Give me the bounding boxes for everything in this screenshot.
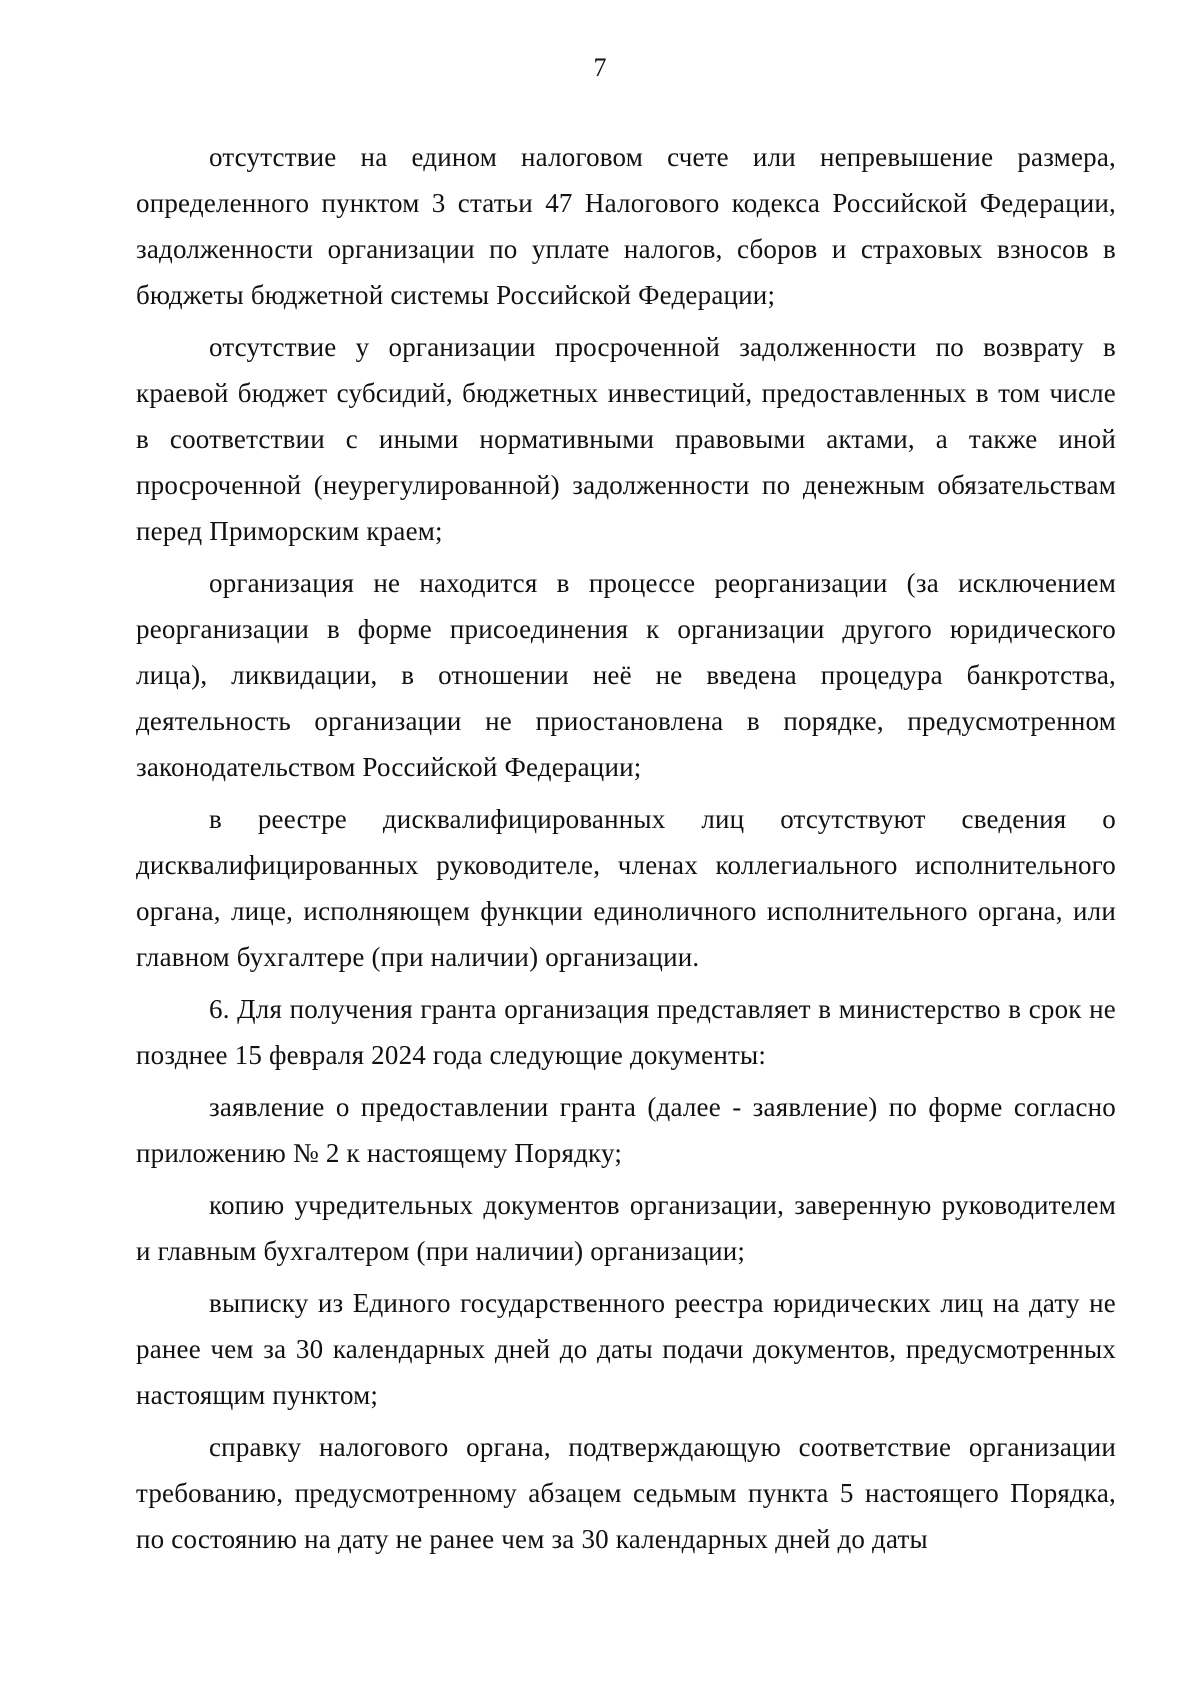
paragraph-reorganization: организация не находится в процессе реорганизации (за исключением реорганизации в форме присоединения к организации другого юридического лица), ликвидации, в отношении неё не введена процедура банкротства, деятельность организации не приостановлена в порядке, предусмотренном законодательством Российской Федерации;: [136, 568, 1116, 782]
paragraph-overdue-debt: отсутствие у организации просроченной задолженности по возврату в краевой бюджет субсидий, бюджетных инвестиций, предоставленных в том числе в соответствии с иными нормативными правовыми актами, а также иной просроченной (неурегулированной) задолженности по денежным обязательствам перед Приморским краем;: [136, 332, 1116, 546]
page-number: 7: [593, 53, 607, 82]
paragraph-tax-certificate: справку налогового органа, подтверждающую соответствие организации требованию, предусмотренному абзацем седьмым пункта 5 настоящего Порядка, по состоянию на дату не ранее чем за 30 календарных дней до даты: [136, 1432, 1116, 1554]
paragraph-founding-documents: копию учредительных документов организации, заверенную руководителем и главным бухгалтером (при наличии) организации;: [136, 1190, 1116, 1266]
paragraph-tax-debt: отсутствие на едином налоговом счете или непревышение размера, определенного пунктом 3 статьи 47 Налогового кодекса Российской Федерации, задолженности организации по уплате налогов, сборов и страховых взносов в бюджеты бюджетной системы Российской Федерации;: [136, 142, 1116, 310]
paragraph-disqualified-persons: в реестре дисквалифицированных лиц отсутствуют сведения о дисквалифицированных руководителе, членах коллегиального исполнительного органа, лице, исполняющем функции единоличного исполнительного органа, или главном бухгалтере (при наличии) организации.: [136, 804, 1116, 972]
document-body: [136, 134, 1116, 1562]
paragraph-application: заявление о предоставлении гранта (далее - заявление) по форме согласно приложению № 2 к настоящему Порядку;: [136, 1092, 1116, 1168]
paragraph-registry-extract: выписку из Единого государственного реестра юридических лиц на дату не ранее чем за 30 календарных дней до даты подачи документов, предусмотренных настоящим пунктом;: [136, 1288, 1116, 1410]
paragraph-section-6: 6. Для получения гранта организация представляет в министерство в срок не позднее 15 февраля 2024 года следующие документы:: [136, 994, 1116, 1070]
